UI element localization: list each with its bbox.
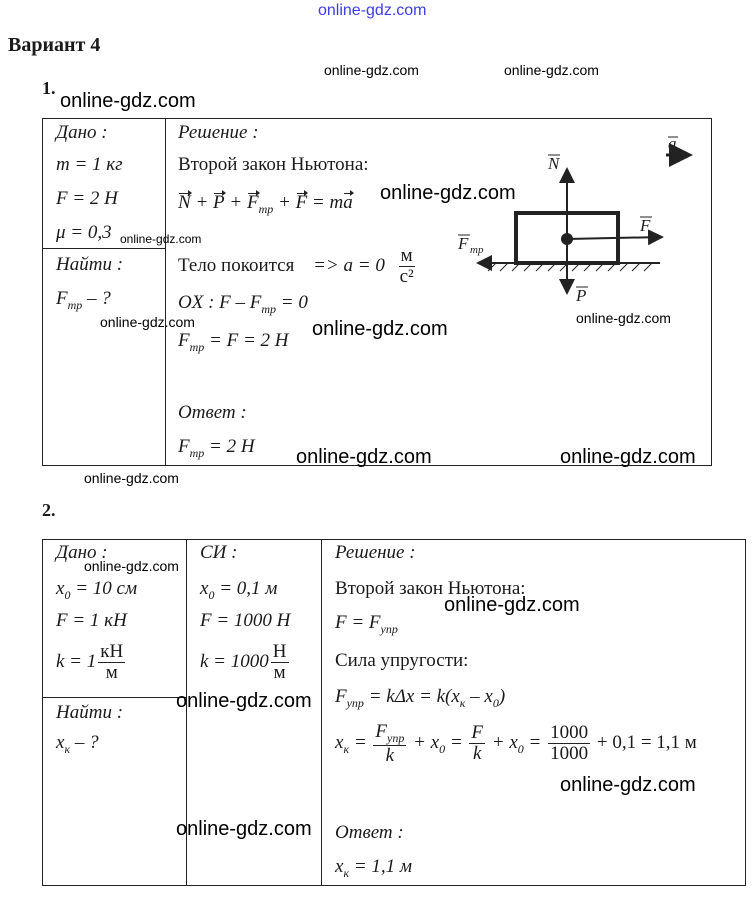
task1-divider: [165, 118, 166, 466]
watermark: online-gdz.com: [296, 446, 432, 468]
task2-given-x0: $x_0 = 10$ см: [56, 578, 138, 602]
task2-given-k: k = 1 $\frac{кН}{м}$: [56, 641, 124, 683]
task2-given-F: F = 1 кН: [56, 610, 127, 631]
task2-hooke: $F_{упр} = k\Delta x = k(x_к - x_0)$: [335, 686, 506, 710]
watermark: online-gdz.com: [60, 90, 196, 112]
task2-si-x0: $x_0 = 0,1$ м: [200, 578, 278, 602]
watermark: online-gdz.com: [444, 594, 580, 616]
task2-si-k: k = 1000 $\frac{Н}{м}$: [200, 641, 287, 683]
task2-number: 2.: [42, 500, 56, 520]
task1-given-mu: μ = 0,3: [56, 222, 112, 243]
label-F: F: [640, 216, 651, 235]
task2-calc: $x_к$ = $\frac{F_{упр}}{k}$ + $x_0$ = $\frac{F}{k}$ + $x_0$ = $\frac{1000}{1000}$ + 0,1 = 1,1 м: [335, 721, 697, 766]
watermark-top: online-gdz.com: [318, 2, 427, 19]
watermark: online-gdz.com: [120, 232, 202, 246]
watermark: online-gdz.com: [176, 690, 312, 712]
label-Ftr: F: [458, 234, 469, 253]
task1-newton-law: Второй закон Ньютона:: [178, 154, 369, 175]
variant-heading: Вариант 4: [8, 34, 101, 56]
watermark: online-gdz.com: [560, 774, 696, 796]
task1-answer: $F_{тр} = 2$ Н: [178, 436, 255, 460]
watermark: online-gdz.com: [84, 558, 179, 574]
task2-solution-label: Решение :: [335, 542, 416, 563]
watermark: online-gdz.com: [84, 470, 179, 486]
watermark: online-gdz.com: [324, 62, 419, 78]
watermark: online-gdz.com: [380, 182, 516, 204]
task2-given-label: Дано :: [56, 542, 108, 563]
label-N: N: [548, 154, 560, 173]
task1-find: $F_{тр}$ – ?: [56, 288, 111, 312]
task2-elastic-label: Сила упругости:: [335, 650, 469, 671]
task2-answer: $x_к = 1,1$ м: [335, 856, 413, 880]
task1-given-divider: [42, 248, 165, 249]
task1-number: 1.: [42, 78, 56, 98]
task2-si-label: СИ :: [200, 542, 238, 563]
task1-rest-line: Тело покоится => a = 0 $\frac{м}{\text{с²}}$: [178, 245, 414, 287]
watermark: online-gdz.com: [560, 446, 696, 468]
task1-solution-label: Решение :: [178, 122, 259, 143]
task2-newton-law: Второй закон Ньютона:: [335, 578, 526, 599]
task1-answer-label: Ответ :: [178, 402, 247, 423]
task2-find-label: Найти :: [56, 702, 124, 723]
task2-answer-label: Ответ :: [335, 822, 404, 843]
applied-force-arrow: [567, 237, 662, 239]
watermark: online-gdz.com: [312, 318, 448, 340]
task2-given-divider: [42, 697, 186, 698]
task1-vector-equation: $N + P + F_{тр} + F$ = ma: [178, 192, 353, 216]
task2-f-eq: $F = F_{упр}$: [335, 612, 398, 636]
watermark: online-gdz.com: [504, 62, 599, 78]
task2-divider-2: [321, 539, 322, 886]
task1-given-label: Дано :: [56, 122, 108, 143]
task1-ox-line: OX : $F - F_{тр} = 0$: [178, 292, 308, 316]
task2-find: $x_к$ – ?: [56, 732, 99, 756]
label-a: a: [668, 134, 677, 153]
task1-find-label: Найти :: [56, 254, 124, 275]
label-Ftr-sub: тр: [470, 244, 484, 256]
task1-ftr-result: $F_{тр} = F = 2$ Н: [178, 330, 289, 354]
watermark: online-gdz.com: [100, 314, 195, 330]
watermark: online-gdz.com: [576, 310, 671, 326]
task1-force-diagram: [440, 125, 710, 305]
watermark: online-gdz.com: [176, 818, 312, 840]
label-P: P: [576, 286, 587, 305]
task1-given-force: F = 2 Н: [56, 188, 118, 209]
task1-given-mass: m = 1 кг: [56, 154, 123, 175]
task2-si-F: F = 1000 Н: [200, 610, 291, 631]
